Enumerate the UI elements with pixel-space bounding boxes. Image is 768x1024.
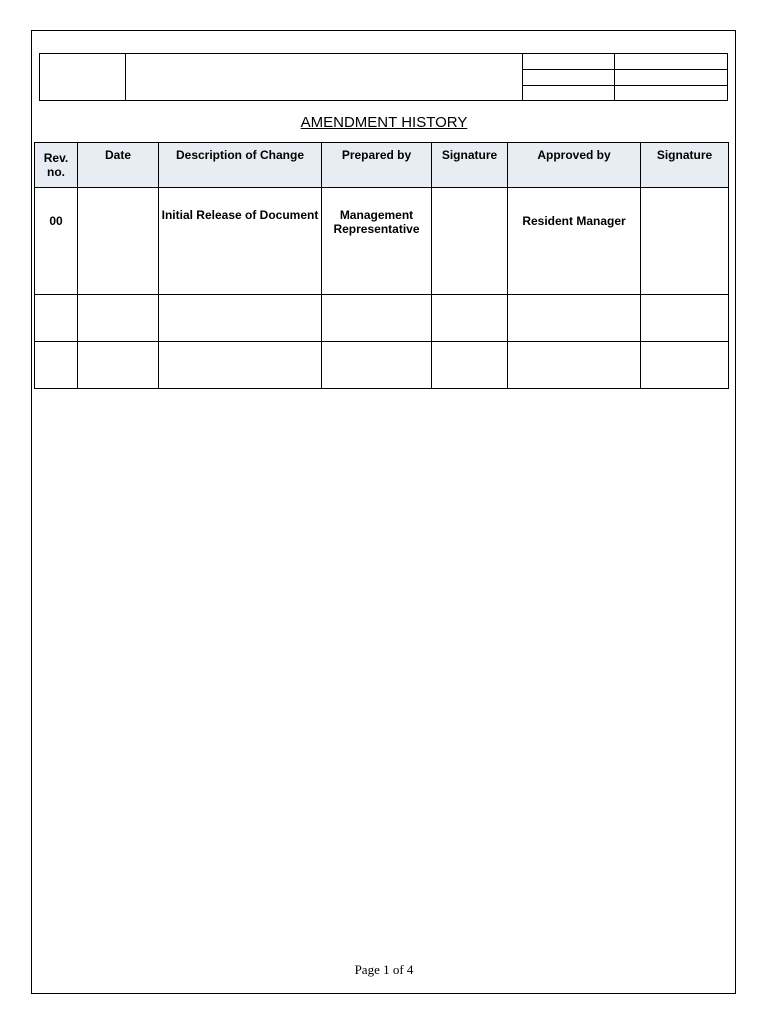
header-field-label <box>523 54 615 69</box>
column-header-rev-no: Rev. no. <box>35 143 78 188</box>
cell-signature <box>641 342 729 389</box>
cell-prepared-by <box>322 342 432 389</box>
header-info-row <box>523 54 727 69</box>
cell-signature <box>432 342 508 389</box>
column-header-date: Date <box>78 143 159 188</box>
header-field-label <box>523 86 615 101</box>
cell-description: Initial Release of Document <box>159 188 322 295</box>
header-title-cell <box>125 54 523 100</box>
cell-approved-by <box>508 295 641 342</box>
table-row <box>35 295 729 342</box>
column-header-signature: Signature <box>432 143 508 188</box>
cell-rev <box>35 342 78 389</box>
cell-date <box>78 188 159 295</box>
header-info-row <box>523 85 727 101</box>
header-field-value <box>615 54 727 69</box>
table-header-row <box>35 143 729 188</box>
cell-signature <box>641 295 729 342</box>
table-row <box>35 342 729 389</box>
header-field-label <box>523 70 615 85</box>
column-header-description: Description of Change <box>159 143 322 188</box>
cell-date <box>78 342 159 389</box>
header-logo-cell <box>40 54 126 100</box>
header-info-row <box>523 69 727 85</box>
cell-signature <box>641 188 729 295</box>
column-header-prepared-by: Prepared by <box>322 143 432 188</box>
cell-signature <box>432 188 508 295</box>
column-header-signature: Signature <box>641 143 729 188</box>
cell-approved-by: Resident Manager <box>508 188 641 295</box>
cell-approved-by <box>508 342 641 389</box>
header-field-value <box>615 70 727 85</box>
document-header <box>39 53 728 101</box>
amendment-history-table <box>34 142 729 389</box>
table-row <box>35 188 729 295</box>
section-title: AMENDMENT HISTORY <box>300 114 468 131</box>
cell-rev <box>35 295 78 342</box>
header-info-grid <box>523 54 727 100</box>
cell-description <box>159 295 322 342</box>
cell-prepared-by <box>322 295 432 342</box>
cell-date <box>78 295 159 342</box>
cell-description <box>159 342 322 389</box>
cell-rev: 00 <box>35 188 78 295</box>
page-number: Page 1 of 4 <box>354 962 414 977</box>
column-header-approved-by: Approved by <box>508 143 641 188</box>
header-field-value <box>615 86 727 101</box>
cell-prepared-by: Management Representative <box>322 188 432 295</box>
cell-signature <box>432 295 508 342</box>
